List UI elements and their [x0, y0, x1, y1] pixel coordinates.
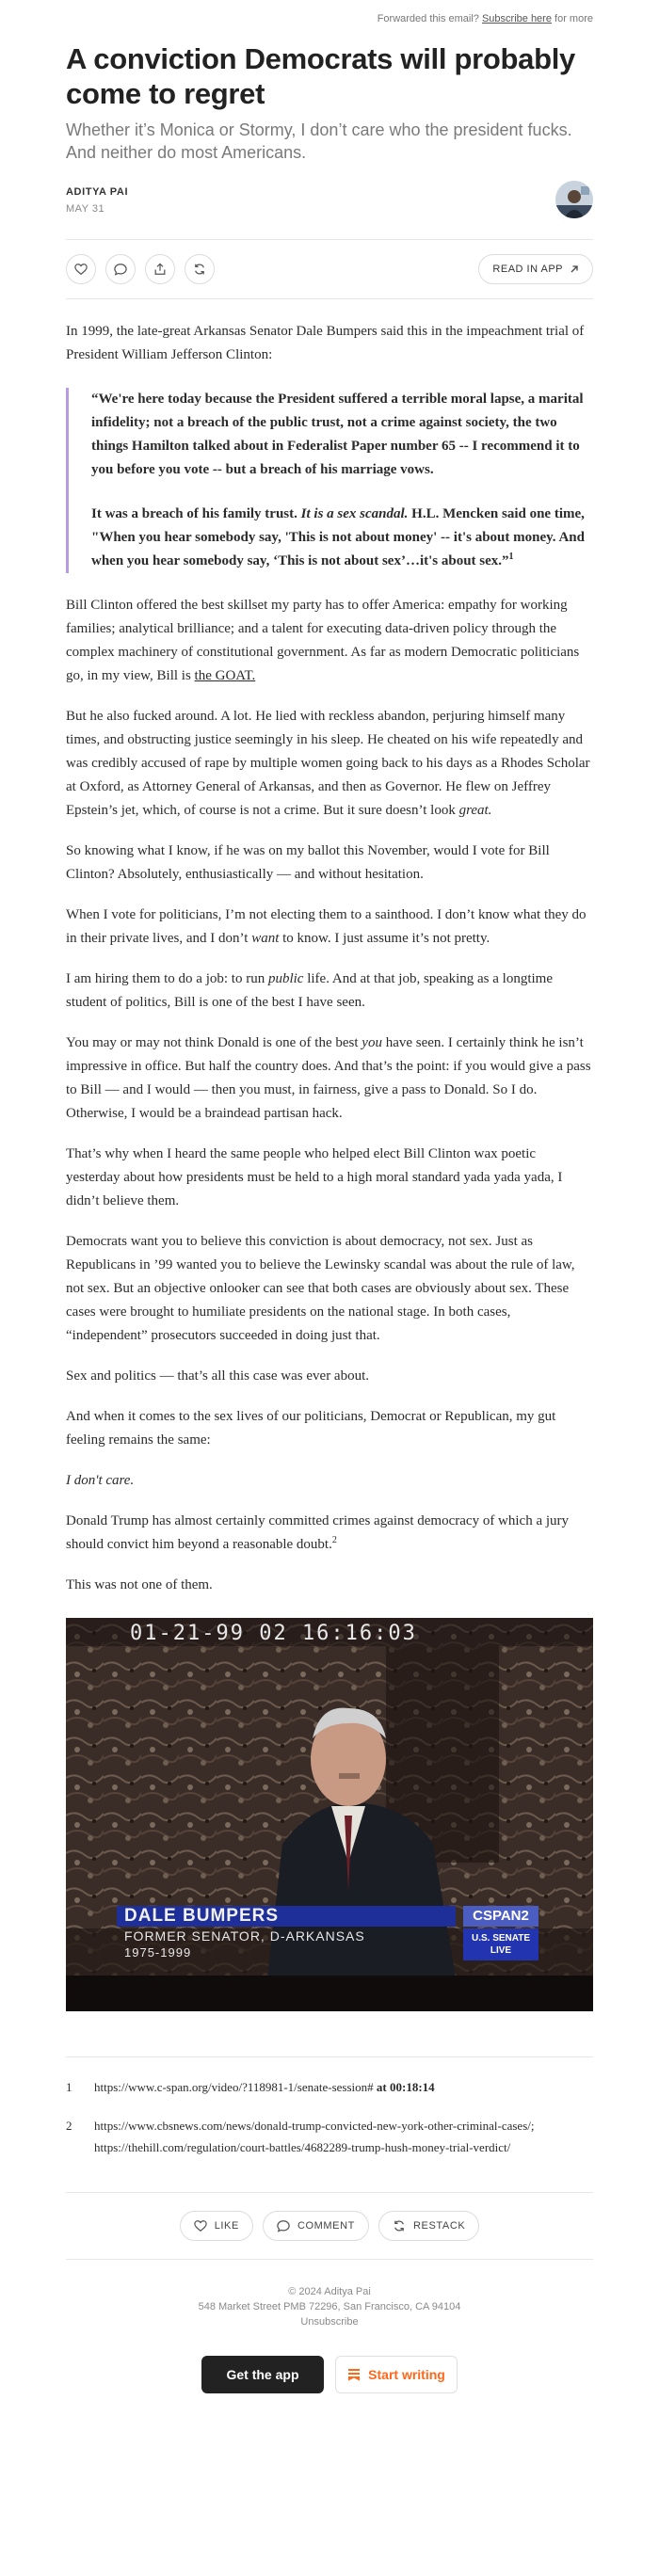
substack-logo-icon: [347, 2368, 361, 2381]
cta-row: [66, 2356, 593, 2450]
restack-icon: [393, 2219, 406, 2232]
footer: [66, 2284, 593, 2329]
footnote-2: [66, 2115, 593, 2158]
video-timestamp: 01-21-99 02 16:16:03: [130, 1622, 417, 1645]
paragraph: Democrats want you to believe this conviction is about democracy, not sex. Just as Republicans in ’99 wanted you to believe the Lewinsky scandal was about the rule of law, not sex. But an objective onlooker can see that both cases are obviously about sex. These cases were brought to humiliate presidents on the national stage. In both cases, “independent” prosecutors succeeded in doing just that.: [66, 1234, 575, 1343]
copyright: © 2024 Aditya Pai: [288, 2286, 371, 2297]
post-subtitle: Whether it’s Monica or Stormy, I don’t care who the president fucks. And neither do most Americans.: [66, 120, 572, 162]
footnote-number[interactable]: 2: [66, 2119, 72, 2133]
start-writing-button[interactable]: [335, 2356, 458, 2393]
like-pill-button[interactable]: [180, 2211, 253, 2241]
paragraph-text: I am hiring them to do a job: to run: [66, 971, 265, 986]
footnote-link[interactable]: https://www.cbsnews.com/news/donald-trump-convicted-new-york-other-criminal-cases/; https://thehill.com/regulation/court-battles/4682289-trump-hush-money-trial-verdict/: [94, 2119, 535, 2154]
quote-text: H.L. Mencken said one time, "When you hear somebody say, 'This is not about money' -- it's about money. And when you hear somebody say, ‘This is not about sex’…it's about sex.”: [91, 506, 585, 568]
forwarded-text: Forwarded this email?: [377, 13, 479, 24]
post-body: [66, 320, 593, 1597]
footnote-anchor-1[interactable]: 1: [508, 552, 514, 562]
bottom-action-bar: [66, 2192, 593, 2260]
restack-button[interactable]: [185, 254, 215, 284]
emphasis: want: [251, 931, 280, 946]
lower-third-caption: [117, 1906, 538, 1964]
paragraph: In 1999, the late-great Arkansas Senator Dale Bumpers said this in the impeachment trial of President William Jefferson Clinton:: [66, 324, 585, 362]
comment-pill-button[interactable]: [263, 2211, 369, 2241]
quote-paragraph: [91, 503, 593, 573]
paragraph: [66, 904, 593, 951]
emphasis: you: [362, 1035, 382, 1050]
network-sub-line1: U.S. SENATE: [471, 1933, 531, 1944]
post-date: MAY 31: [66, 203, 105, 215]
paragraph: So knowing what I know, if he was on my ballot this November, would I vote for Bill Clinton? Absolutely, enthusiastically — and without hesitation.: [66, 843, 550, 882]
paragraph-text: You may or may not think Donald is one of the best: [66, 1035, 359, 1050]
quote-text: It was a breach of his family trust.: [91, 506, 297, 521]
share-button[interactable]: [145, 254, 175, 284]
restack-label: RESTACK: [412, 2220, 466, 2232]
paragraph: [66, 1510, 593, 1557]
emphasis: great.: [458, 803, 492, 818]
read-in-app-button[interactable]: [478, 254, 593, 284]
paragraph-text: Bill Clinton offered the best skillset my party has to offer America: empathy for working families; analytical brilliance; and a talent for executing data-driven policy through the complex machinery of constitutional government. As far as modern Democratic politicians go, in my view, Bill is: [66, 598, 580, 683]
paragraph-text: Donald Trump has almost certainly committed crimes against democracy of which a jury should convict him beyond a reasonable doubt.: [66, 1513, 570, 1552]
paragraph-text: When I vote for politicians, I’m not electing them to a sainthood. I don’t know what they do in their private lives, and I don’t: [66, 907, 587, 946]
read-in-app-label: READ IN APP: [492, 264, 563, 275]
footnote-emphasis: at 00:18:14: [376, 2080, 435, 2094]
comment-icon: [277, 2219, 290, 2232]
author-name[interactable]: ADITYA PAI: [66, 186, 129, 198]
paragraph-text: have seen. I certainly think he isn’t impressive in office. But half the country does. And that’s the point: if you would give a pass to Bill — and I would — then you must, in fairness, give a pass to Donald. So I do. Otherwise, I would be a braindead partisan hack.: [66, 1035, 591, 1121]
paragraph: And when it comes to the sex lives of our politicians, Democrat or Republican, my gut feeling remains the same:: [66, 1409, 556, 1448]
avatar-image: [555, 181, 593, 218]
goat-link[interactable]: the GOAT.: [194, 668, 256, 683]
email-page: [66, 0, 593, 2450]
footnotes: [66, 2056, 593, 2158]
quote-paragraph: “We're here today because the President suffered a terrible moral lapse, a marital infidelity; not a breach of the public trust, not a crime against society, the two things Hamilton talked about in Federalist Paper number 65 -- I recommend it to you before you vote -- but a breach of his marriage vows.: [91, 392, 584, 477]
share-icon: [153, 263, 167, 276]
paragraph: [66, 1469, 593, 1493]
emphasis: public: [267, 971, 304, 986]
footnote-anchor-2[interactable]: 2: [331, 1535, 337, 1545]
paragraph: This was not one of them.: [66, 1577, 213, 1592]
paragraph-text: But he also fucked around. A lot. He lied with reckless abandon, perjuring himself many times, and obstructing justice seemingly in his sleep. He cheated on his wife repeatedly and was credibly accused of rape by multiple women going back to his days as a Rhodes Scholar at Oxford, as Attorney General of Arkansas, and then as Governor. He flew on Jeffrey Epstein’s jet, which, of course is not a crime. But it sure doesn’t look: [66, 709, 590, 818]
comment-icon: [114, 263, 127, 276]
network-logo: CSPAN2: [463, 1906, 538, 1927]
blockquote: [66, 388, 593, 573]
emphasis: I don't care.: [66, 1473, 135, 1488]
unsubscribe-link[interactable]: Unsubscribe: [300, 2316, 359, 2328]
forwarded-suffix: for more: [555, 13, 593, 24]
restack-pill-button[interactable]: [378, 2211, 479, 2241]
heart-icon: [194, 2219, 207, 2232]
heart-icon: [74, 263, 88, 276]
forwarded-banner: [66, 0, 593, 28]
byline: [66, 181, 593, 224]
comment-label: COMMENT: [297, 2220, 355, 2232]
paragraph: [66, 705, 593, 823]
network-sub: [463, 1928, 538, 1960]
paragraph-text: life. And at that job, speaking as a longtime student of politics, Bill is one of the best I have seen.: [66, 971, 553, 1010]
paragraph: Sex and politics — that’s all this case was ever about.: [66, 1368, 370, 1384]
caption-years: 1975-1999: [124, 1945, 192, 1960]
paragraph: [66, 968, 593, 1015]
footnote-number[interactable]: 1: [66, 2080, 72, 2094]
start-writing-label: Start writing: [368, 2367, 445, 2382]
caption-name: DALE BUMPERS: [117, 1906, 456, 1927]
post-title[interactable]: A conviction Democrats will probably come to regret: [66, 42, 575, 110]
paragraph: That’s why when I heard the same people who helped elect Bill Clinton wax poetic yesterday about how presidents must be held to a high moral standard yada yada yada, I didn’t believe them.: [66, 1146, 563, 1208]
caption-role: FORMER SENATOR, D-ARKANSAS: [124, 1928, 365, 1944]
post-action-bar: [66, 239, 593, 299]
like-label: LIKE: [214, 2220, 239, 2232]
get-the-app-button[interactable]: Get the app: [201, 2356, 324, 2393]
subscribe-link[interactable]: Subscribe here: [481, 13, 552, 24]
restack-icon: [193, 263, 206, 276]
cspan-still-image[interactable]: [66, 1618, 593, 2011]
footnote-link[interactable]: https://www.c-span.org/video/?118981-1/senate-session#: [94, 2080, 374, 2094]
avatar[interactable]: [555, 181, 593, 218]
network-sub-line2: LIVE: [490, 1945, 512, 1956]
paragraph-text: to know. I just assume it’s not pretty.: [282, 931, 490, 946]
paragraph: [66, 594, 593, 688]
comment-button[interactable]: [105, 254, 136, 284]
mailing-address: 548 Market Street PMB 72296, San Francisco, CA 94104: [198, 2301, 461, 2312]
quote-emphasis: It is a sex scandal.: [300, 506, 409, 521]
like-button[interactable]: [66, 254, 96, 284]
paragraph: [66, 1032, 593, 1126]
footnote-1: [66, 2076, 593, 2098]
arrow-up-right-icon: [570, 264, 579, 274]
